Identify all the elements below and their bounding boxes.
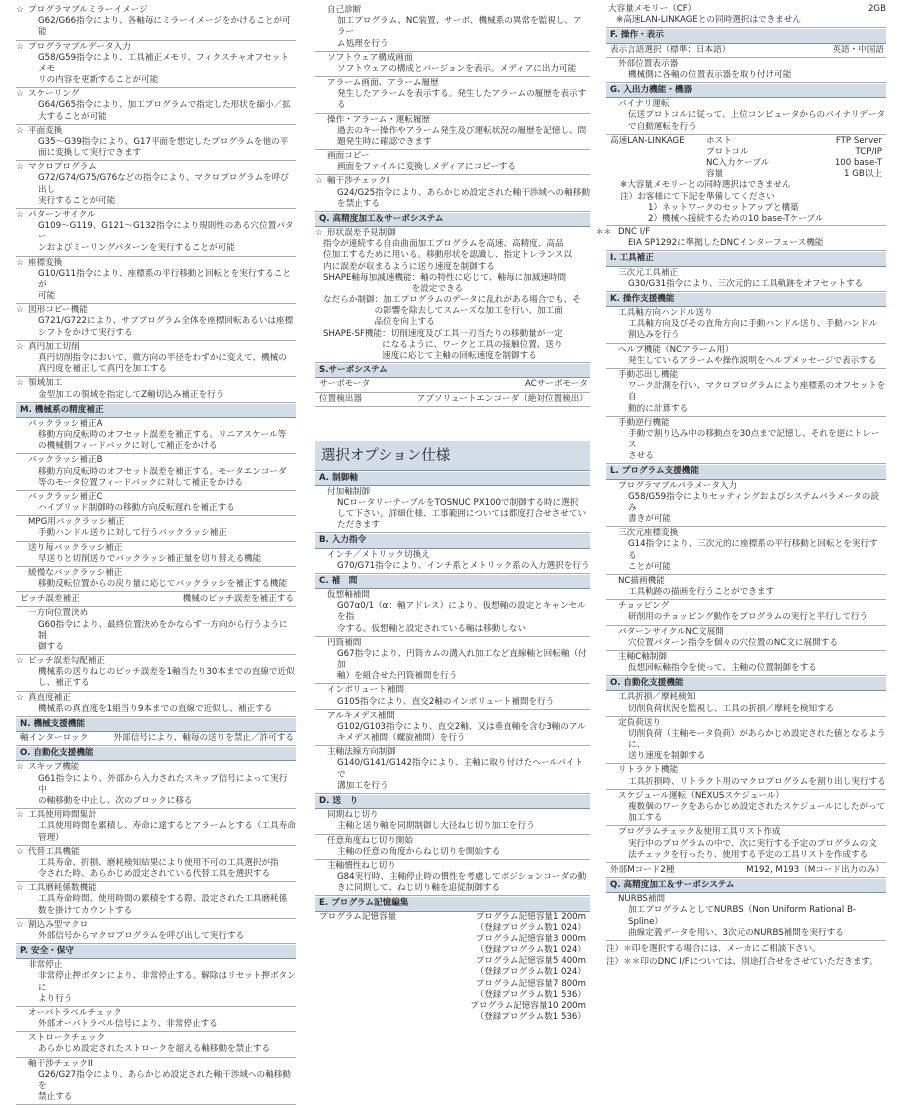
spec-item-title: ☆ 形状誤差予見制御	[315, 228, 590, 239]
spec-item-title: NC描画機能	[618, 575, 665, 586]
spec-item-desc: G62/G66指令により、各軸毎にミラーイメージをかけることが可能	[16, 16, 296, 40]
spec-item-desc: G84実行時、主軸停止時の慣性を考慮してポジションコーダの動 きに同期して、ねじ切り軸を追従制御する	[315, 872, 590, 896]
section-header: E. プログラム記憶編集	[315, 897, 590, 911]
spec-item-desc: 画面をファイルに変換しメディアにコピーする	[315, 162, 590, 175]
spec-item-desc: G14指令により、三次元的に座標系の平行移動と回転とを実行する ことが可能	[606, 539, 886, 575]
spec-item-title: ☆ 図形コピー機能	[16, 305, 296, 316]
spec-item-title: 自己診断	[327, 5, 362, 15]
spec-row-key: 大容量メモリー（CF）	[608, 4, 697, 14]
section-header: Q. 高精度加工＆サーボシステム	[606, 879, 886, 893]
lan-spec-row	[706, 136, 886, 147]
spec-item-title: 工具軸方向ハンドル送り	[618, 308, 713, 319]
spec-row-value: 機械のピッチ誤差を補正する	[182, 594, 294, 605]
spec-item-title: ☆ プログラマブルデータ入力	[16, 42, 296, 53]
spec-item-desc: 切削負荷（主軸モータ負荷）があらかじめ設定された値となるように、 送り速度を制御する	[606, 729, 886, 765]
spec-item-title: 定負荷送り	[618, 717, 661, 728]
spec-item-desc: 工具軸方向及びその直角方向に手動ハンドル送り、手動ハンドル 割込みを行う	[606, 319, 886, 343]
spec-row-value: 2GB	[867, 4, 886, 14]
spec-item-desc: ワーク計測を行い、マクロプログラムにより座標系のオフセットを自 動的に計算する	[606, 381, 886, 417]
lan-spec-key: ホスト	[706, 135, 732, 146]
section-header: D. 送 り	[315, 795, 590, 809]
spec-item-desc: G58/G59指令により、工具補正メモリ、フィクスチャオフセットメモ リの内容を更新することが可能	[16, 53, 296, 89]
spec-row-value: M192, M193（Mコード出力のみ）	[746, 864, 884, 875]
spec-item-desc: 真円切削指令において、微方向の半径をわずかに変えて、機械の 真円度を補正して真円を加工する	[16, 353, 296, 377]
spec-item-title: ☆ 領域加工	[16, 378, 296, 389]
section-header: O. 自動化支援機能	[606, 677, 886, 691]
spec-item-desc: 工具寿命時間、使用時間の累積をする際、設定された工具磨耗係 数を掛けてカウントする	[16, 894, 296, 918]
footnote: 注）＊印を選択する場合には、メーカにご相談下さい。	[606, 943, 821, 954]
spec-item-desc: G35～G39指令により、G17平面を想定したプログラムを他の平 面に変換して実行できます	[16, 137, 296, 161]
spec-item-title: バックラッシ補正A	[28, 418, 103, 429]
lan-note: 注）お客様にて下記を準備してください	[620, 191, 775, 202]
spec-item-title: リトラクト機能	[618, 765, 679, 776]
lan-note-list: 1）ネットワークのセットアップと構築 2）機械へ接続するための10 base-Tケーブル	[606, 203, 886, 226]
spec-item-desc: G60指令により、最終位置決めをかならず一方向から行うように制 御する	[16, 620, 296, 656]
shape-subitem-desc: ：切削速度及び工具一刃当たりの移動量が一定 になるように、ワークと工具の接触位置、送り 速度に応じて主軸の回転速度を制御する	[382, 328, 563, 361]
spec-item-desc: 実行中のプログラムの中で、次に実行する予定のプログラムの文 法チェックを行ったり、使用する予定の工具リストを作成する	[606, 839, 886, 863]
lan-spec-row	[706, 158, 886, 169]
memory-value: （登録プログラム数1 536）	[475, 989, 586, 1000]
spec-item-desc: 加工プログラムとしてNURBS（Non Uniform Rational B-Spline） 曲線定義データを用い、3次元のNURBS補間を実行する	[606, 905, 886, 941]
spec-item-desc: 非常停止押ボタンにより、非常停止する。解除はリセット押ボタンに より行う	[16, 971, 296, 1007]
spec-item-title: ヘルプ機能（NCアラーム用）	[618, 344, 734, 355]
lan-spec-row	[706, 147, 886, 158]
spec-row	[16, 732, 296, 746]
shape-subitem-desc: ：加工プログラムのデータに乱れがある場合でも、そ の影響を除去してスムーズな加工を行い、加工面 品位を向上する	[374, 295, 581, 328]
spec-item-desc: 外部信号からマクロプログラムを呼び出して実行する	[16, 931, 296, 944]
spec-item-desc: 指令が連続する自由曲面加工プログラムを高速、高精度、高品 位加工するために用いる。移動形状を認識し、指定トレランス以 内に誤差が収まるように送り速度を制御する	[323, 239, 572, 272]
section-header: I. 工具補正	[606, 252, 886, 266]
spec-row	[606, 44, 886, 58]
shape-subitems	[315, 273, 590, 363]
lan-block	[606, 136, 886, 181]
spec-item-desc: 研削用のチョッピング動作をプログラムの実行と平行して行う	[606, 612, 886, 625]
column-left	[16, 4, 296, 1106]
column-right	[606, 4, 886, 968]
spec-item-title: ＊＊ DNC I/F	[606, 227, 886, 238]
lan-spec-value: 100 base-T	[834, 158, 882, 169]
spec-item-desc: 工具使用時間を累積し、寿命に達するとアラームとする（工具寿命 管理）	[16, 821, 296, 845]
spec-item-desc: 主軸の任意の角度からねじ切りを開始する	[315, 847, 590, 860]
spec-item-desc: 機械系の送りねじのピッチ誤差を1軸当たり30本までの直線で近似 し、補正する	[16, 667, 296, 691]
spec-item-title: ☆ 平面変換	[16, 126, 296, 137]
spec-item-desc: G109～G119、G121～G132指令により規則性のある穴位置パター ンおよびミーリングパターンを実行することが可能	[16, 221, 296, 257]
spec-item-title: ☆ スキップ機能	[16, 762, 296, 773]
shape-subitem-key: SHAPE-SF機能	[323, 328, 383, 339]
memory-value: プログラム記憶容量5 400m	[475, 956, 586, 967]
section-header: P. 安全・保守	[16, 945, 296, 959]
spec-item-title: ☆ マクロプログラム	[16, 162, 296, 173]
spec-item-title: 手動逆行機能	[618, 417, 670, 428]
spec-item-title: 一方向位置決め	[28, 608, 89, 619]
column-middle	[315, 4, 590, 1023]
spec-item-desc: EIA SP1292に準拠したDNCインターフェース機能	[606, 238, 886, 251]
spec-item-title: 任意角度ねじ切り開始	[327, 835, 413, 846]
shape-subitem	[315, 295, 590, 329]
spec-item-title: スケジュール運転（NEXUSスケジュール）	[618, 790, 784, 801]
spec-item-desc: G26/G27指令により、あらかじめ設定された軸干渉域への軸移動を 禁止する	[16, 1070, 296, 1106]
spec-item-desc: 穴位置パターン指令を個々の穴位置のNC文に展開する	[606, 638, 886, 651]
spec-item-desc: 早送りと切削送りでバックラッシ補正量を切り替える機能	[16, 554, 296, 567]
spec-item-desc: G105指令により、直交2軸のインボリュート補間を行う	[315, 697, 590, 710]
memory-value: プログラム記憶容量7 800m	[475, 978, 586, 989]
section-header: K. 操作支援機能	[606, 293, 886, 307]
shape-subitem	[315, 329, 590, 363]
spec-item-desc: 主軸と送り軸を同期制御し大径ねじ切り加工を行う	[315, 821, 590, 834]
spec-item-desc: 工具折損時、リトラクト用のマクロプログラムを割り出し実行する	[606, 777, 886, 790]
spec-item-desc: G70/G71指令により、インチ系とメトリック系の入力選択を行う	[315, 561, 590, 574]
spec-item-title: ☆ 工具磨耗係数機能	[16, 883, 296, 894]
footnote: 注）＊＊印のDNC I/Fについては、別途打合せをさせていただきます。	[606, 957, 878, 968]
spec-item-title: 三次元座標変換	[618, 528, 679, 539]
spec-item-desc: 複数個のワークをあらかじめ設定されたスケジュールにしたがって 加工する	[606, 802, 886, 826]
spec-item-title: ☆ 代替工具機能	[16, 847, 296, 858]
spec-item-desc: 移動反転位置からの戻り量に応じてバックラッシを補正する機能	[16, 579, 296, 592]
spec-item-title: バックラッシ補正C	[28, 491, 103, 502]
spec-item-desc: G61指令により、外部から入力されたスキップ信号によって実行中 の軸移動を中止し、次のブロックに移る	[16, 774, 296, 810]
spec-item-title: 画面コピー	[327, 151, 370, 162]
spec-item-title: オーバトラベルチェック	[28, 1007, 122, 1018]
spec-item-title: アラーム画面、アラーム履歴	[327, 78, 439, 89]
spec-item-desc: ハイブリッド制御時の移動方向反転遅れを補正する	[16, 503, 296, 516]
spec-item-desc: G58/G59指令によりセッティングおよびシステムパラメータの読み 書きが可能	[606, 492, 886, 528]
spec-row-key: 軸インターロック	[20, 733, 89, 744]
spec-item-desc: G64/G65指令により、加工プログラムで指定した形状を縮小／拡 大することが可能	[16, 100, 296, 124]
spec-item-title: 工具折損／摩耗検知	[618, 692, 696, 703]
spec-item-title: 三次元工具補正	[618, 267, 679, 278]
lan-note: ※大容量メモリーとの同時選択はできません	[620, 180, 791, 191]
option-spec-title: 選択オプション仕様	[315, 441, 590, 471]
spec-row-value: 英語・中国語	[832, 44, 884, 55]
shape-subitem-desc: ：軸の特性に応じて、軸毎に加減速時間 を設定できる	[411, 272, 567, 294]
memory-value: （登録プログラム数1 536）	[475, 1012, 586, 1023]
spec-item-desc: 移動方向反転時のオフセット誤差を補正する。リニアスケール等 の機械側フィードバックに対して補正をかける	[16, 430, 296, 454]
spec-item-title: MPG用バックラッシ補正	[28, 517, 125, 528]
memory-value: （登録プログラム数1 024）	[475, 967, 586, 978]
spec-note: ※高速LAN-LINKAGEとの同時選択はできません	[606, 15, 886, 28]
memory-value: プログラム記憶容量10 200m	[470, 1000, 586, 1011]
spec-item-desc: 発生しているアラームや操作説明をヘルプメッセージで表示する	[606, 356, 886, 369]
memory-values	[396, 912, 590, 1024]
lan-spec-key: プロトコル	[706, 146, 749, 157]
shape-subitem-key: SHAPE軸毎加減速機能	[323, 272, 412, 283]
spec-item-desc: 工具軌跡の描画を行うことができます	[606, 587, 886, 600]
spec-item-title: ☆ パターンサイクル	[16, 210, 296, 221]
spec-item-desc: 手動で割り込み中の移動点を30点まで記憶し、それを逆にトレース させる	[606, 429, 886, 465]
spec-row	[315, 378, 590, 392]
spec-item-title: アルキメデス補間	[327, 710, 395, 721]
section-header: C. 補 間	[315, 575, 590, 589]
lan-spec-value: TCP/IP	[855, 146, 882, 157]
spec-item-title: 送り毎バックラッシ補正	[28, 542, 123, 553]
spec-item-desc: 外部オーバトラベル信号により、非常停止する	[16, 1019, 296, 1032]
shape-subitem	[315, 273, 590, 295]
spec-item-title: 主軸慣性ねじ切り	[327, 860, 396, 871]
spec-item-title: 付加軸制御	[327, 486, 370, 497]
spec-item-desc: ソフトウェアの構成とバージョンを表示。メディアに出力可能	[315, 64, 590, 77]
spec-item-title: インチ／メトリック切換え	[327, 549, 430, 560]
spec-row-key: 表示言語選択（標準：日本語）	[610, 44, 731, 55]
spec-item-title: バックラッシ補正B	[28, 455, 103, 466]
spec-item-desc: 切削負荷状況を監視し、工具の折損／摩耗を検知する	[606, 704, 886, 717]
spec-item-desc: 伝送プロトコルに従って、上位コンピュータからのバイナリデータ で自動運転を行う	[606, 110, 886, 134]
section-header: N. 機械支援機能	[16, 718, 296, 732]
spec-item-title: 手動芯出し機能	[618, 369, 679, 380]
spec-item-title: プログラムチェック＆使用工具リスト作成	[618, 827, 781, 838]
spec-row-key: サーボモータ	[319, 379, 371, 390]
lan-spec-key: 容量	[706, 169, 724, 180]
spec-item-title: 主軸法線方向制御	[327, 747, 396, 758]
spec-item-title: ☆ 真円加工切削	[16, 342, 296, 353]
spec-item-title: 軸干渉チェックII	[28, 1058, 93, 1069]
spec-item-title: ストロークチェック	[28, 1033, 106, 1044]
spec-item-title: インボリュート補間	[327, 685, 405, 696]
lan-spec-value: FTP Server	[835, 135, 882, 146]
lan-spec-key: NC入力ケーブル	[706, 158, 770, 169]
spec-item-desc: G721/G722により、サブプログラム全体を座標回転あるいは座標 シフトをかけて実行する	[16, 316, 296, 340]
spec-item-title: 非常停止	[28, 960, 63, 971]
spec-item-desc: G140/G141/G142指令により、主軸に取り付けたヘールバイトで 溝加工を行う	[315, 758, 590, 794]
spec-item-desc: 金型加工の領域を指定してZ軸切込み補正を行う	[16, 390, 296, 403]
spec-item-desc: 工具寿命、折損、磨耗検知結果により使用不可の工具選択が指 令された時、あらかじめ設定されている代替工具を選択する	[16, 858, 296, 882]
spec-item-desc: G30/G31指令により、三次元的に工具軌跡をオフセットする	[606, 279, 886, 292]
spec-item-desc: 機械系の真直度を1組当り9本までの直線で近似し、補正する	[16, 704, 296, 717]
spec-item-desc: あらかじめ設定されたストロークを超える軸移動を禁止する	[16, 1044, 296, 1057]
section-header: A. 制御軸	[315, 472, 590, 486]
spec-item-desc: 機械側に各軸の位置表示器を取り付け可能	[606, 70, 886, 83]
spec-item-desc: NCロータリーテーブルをTOSNUC PX100で制御する時に選択 して下さい。詳細仕様、工事範囲については都度打合せさせてい ただきます	[315, 498, 590, 534]
spec-item-title: 緩慢なバックラッシ補正	[28, 567, 123, 578]
spec-item-title: 操作・アラーム・運転履歴	[327, 114, 431, 125]
spec-item-title: ☆ プログラマブルミラーイメージ	[16, 5, 296, 16]
spec-item-desc: 加工プログラム、NC装置、サーボ、機械系の異常を監視し、アラー ム処理を行う	[315, 16, 590, 52]
spec-item-title: ソフトウェア構成画面	[327, 52, 413, 63]
section-header: S.サーボシステム	[315, 364, 590, 378]
section-header: G. 入出力機能・機器	[606, 84, 886, 98]
spec-row	[606, 4, 886, 15]
spec-item-title: チョッピング	[618, 601, 670, 612]
spec-item-title: ☆ 軸干渉チェックI	[315, 176, 590, 187]
section-header: M. 機械系の精度補正	[16, 404, 296, 418]
spec-item-desc: 手動ハンドル送りに対して行うバックラッシ補正	[16, 528, 296, 541]
spec-row	[315, 393, 590, 407]
spec-row-key: ピッチ誤差補正	[20, 594, 80, 605]
spec-item-title: ☆ 真直度補正	[16, 693, 296, 704]
memory-key: プログラム記憶容量	[319, 911, 397, 922]
spec-row-key: 位置検出器	[319, 393, 362, 404]
spec-item-title: 同期ねじ切り	[327, 810, 379, 821]
spec-item-title: 外部位置表示器	[618, 58, 679, 69]
lan-spec-value: 1 GB以上	[844, 169, 882, 180]
section-header: B. 入力指令	[315, 534, 590, 548]
spec-item-title: 円筒補間	[327, 637, 362, 648]
memory-value: プログラム記憶容量3 000m	[475, 933, 586, 944]
spec-item-desc: 仮想回転軸指令を使って、主軸の位置制御をする	[606, 663, 886, 676]
spec-item-desc: G67指令により、円筒カムの溝入れ加工など直線軸と回転軸（付加 軸）を組合せた円筒補間を行う	[315, 649, 590, 685]
spec-item-desc: 移動方向反転時のオフセット誤差を補正する。モータエンコーダ 等のモータ位置フィードバックに対して補正をかける	[16, 467, 296, 491]
shape-subitem-key: なだらか制御	[323, 295, 375, 306]
section-header: L. プログラム支援機能	[606, 465, 886, 479]
spec-item-desc: 発生したアラームを表示する。発生したアラームの履歴を表示す る	[315, 89, 590, 113]
spec-row-value: 外部信号により、軸毎の送りを禁止／許可する	[113, 733, 294, 744]
spec-row-key: 外部Mコード2種	[610, 864, 675, 875]
spec-item-desc: G24/G25指令により、あらかじめ設定された軸干渉域への軸移動 を禁止する	[315, 188, 590, 212]
spec-row	[606, 864, 886, 878]
spec-item-desc: G102/G103指令により、直交2軸、又は垂直軸を含む3軸のアル キメデス補間（螺旋補間）を行う	[315, 722, 590, 746]
spec-item-title: 仮想軸補間	[327, 590, 370, 601]
spec-item-desc: 過去のキー操作やアラーム発生及び運転状況の履歴を記憶し、問 題発生時に確認できます	[315, 126, 590, 150]
spec-item-title: パターンサイクルNC文展開	[618, 626, 724, 637]
spec-item-title: プログラマブルパラメータ入力	[618, 480, 738, 491]
memory-value: （登録プログラム数1 024）	[475, 922, 586, 933]
spec-row-value: アブソリュートエンコーダ（絶対位置検出）	[416, 393, 588, 404]
memory-value: プログラム記憶容量1 200m	[475, 911, 586, 922]
spec-row-value: ACサーボモータ	[525, 379, 588, 390]
spec-item-desc: G72/G74/G75/G76などの指令により、マクロプログラムを呼び出し 実行することが可能	[16, 173, 296, 209]
memory-value: （登録プログラム数1 024）	[475, 945, 586, 956]
section-header: Q. 高精度加工＆サーボシステム	[315, 213, 590, 227]
spec-item-title: ☆ スケーリング	[16, 89, 296, 100]
spec-item-title: 主軸C軸制御	[618, 651, 667, 662]
spec-row	[16, 593, 296, 607]
memory-block	[315, 912, 590, 1024]
lan-spec-row	[706, 169, 886, 180]
lan-specs	[706, 136, 886, 181]
spec-item-desc: G10/G11指令により、座標系の平行移動と回転とを実行することが 可能	[16, 269, 296, 305]
section-header: O. 自動化支援機能	[16, 747, 296, 761]
spec-item-title: バイナリ運転	[618, 99, 670, 110]
section-header: F. 操作・表示	[606, 29, 886, 43]
spec-item-title: ☆ 工具使用時間集計	[16, 810, 296, 821]
spec-item-desc: G07α0/1（α：軸アドレス）により、仮想軸の設定とキャンセルを指 令する。仮想軸と設定されている軸は移動しない	[315, 601, 590, 637]
spec-item-title: ☆ 座標変換	[16, 258, 296, 269]
spec-item-title: ☆ ピッチ誤差勾配補正	[16, 656, 296, 667]
spec-item-title: NURBS補間	[618, 894, 666, 905]
spec-item-title: ☆ 割込み型マクロ	[16, 920, 296, 931]
lan-key: 高速LAN-LINKAGE	[610, 135, 685, 146]
